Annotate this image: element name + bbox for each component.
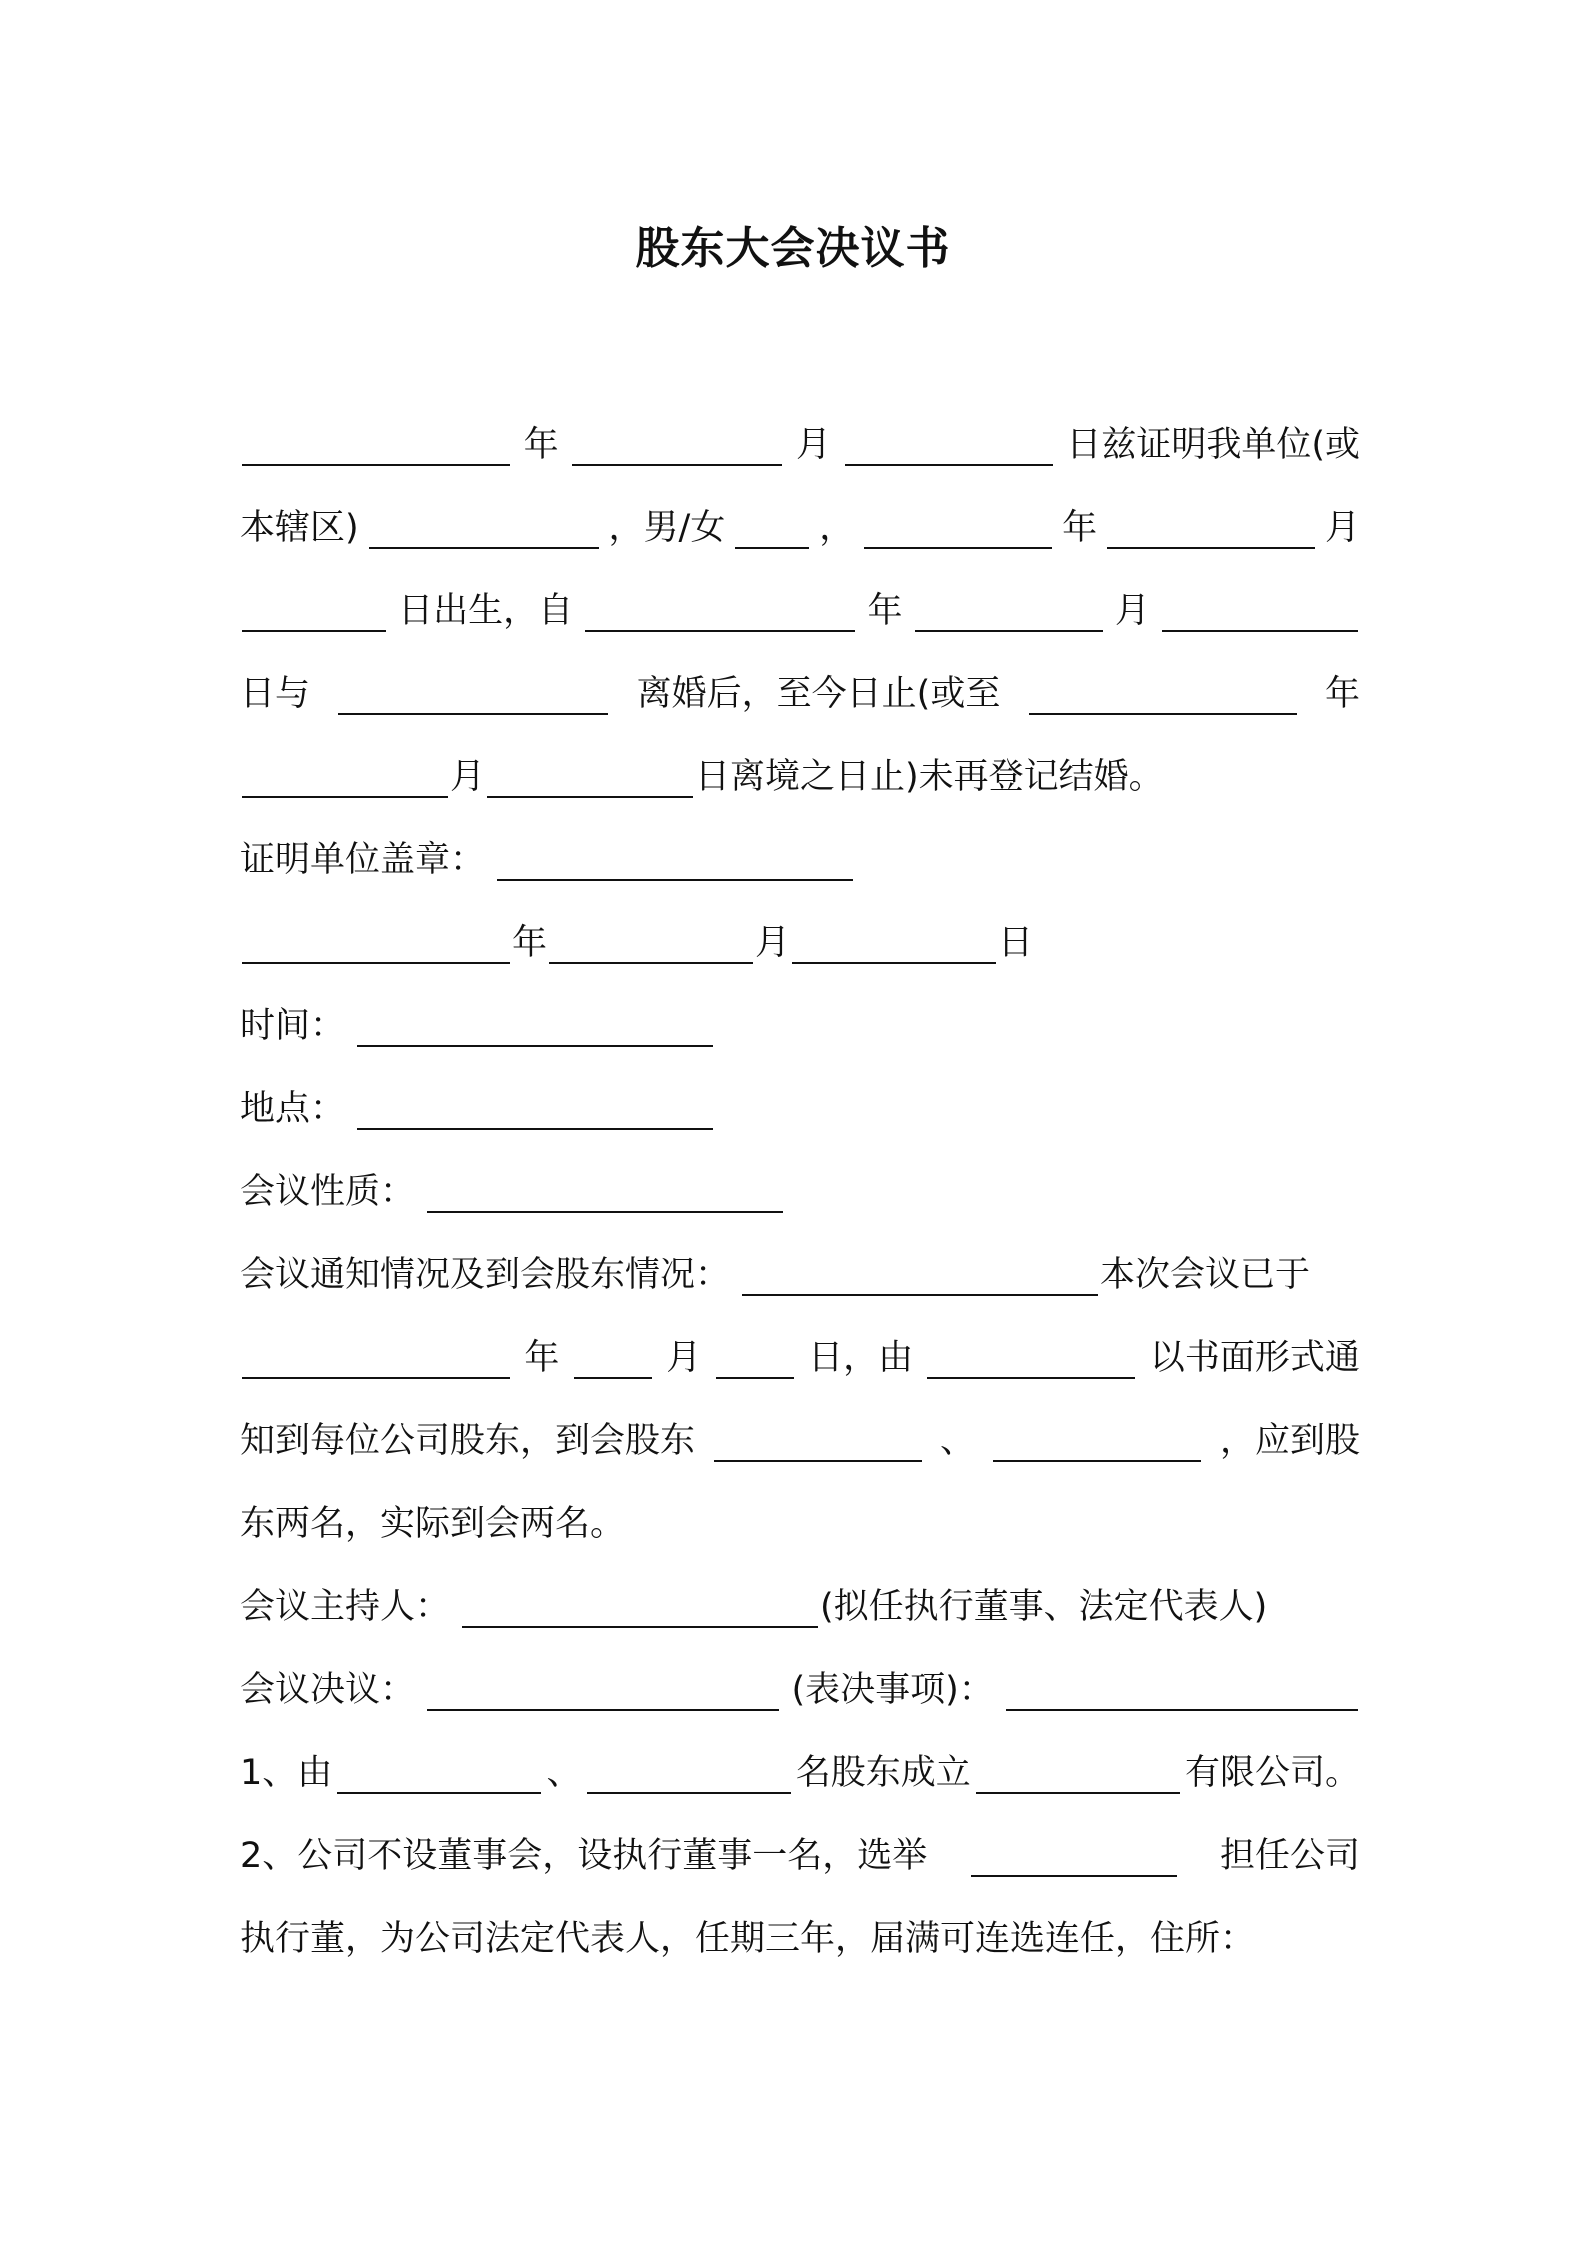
fill-in-blank — [792, 932, 996, 964]
text-segment: 月 — [1114, 591, 1150, 631]
fill-in-blank — [714, 1430, 922, 1462]
fill-in-blank — [242, 766, 448, 798]
text-segment: 月 — [795, 425, 831, 465]
body-line — [240, 1151, 1360, 1234]
text-segment: 会议决议： — [240, 1670, 416, 1710]
fill-in-blank — [337, 1762, 541, 1794]
fill-in-blank — [357, 1015, 713, 1047]
text-segment: 月 — [666, 1338, 702, 1378]
body-line — [240, 902, 1360, 985]
text-segment: (拟任执行董事、法定代表人) — [820, 1587, 1268, 1627]
body-line — [240, 1732, 1360, 1815]
body-line — [240, 1566, 1360, 1649]
text-segment: 2、公司不设董事会，设执行董事一名，选举 — [240, 1836, 928, 1876]
fill-in-blank — [462, 1596, 818, 1628]
fill-in-blank — [497, 849, 853, 881]
text-segment: 年 — [1062, 508, 1098, 548]
body-line — [240, 819, 1360, 902]
body-line — [240, 1068, 1360, 1151]
text-segment: 年 — [512, 923, 548, 963]
fill-in-blank — [864, 517, 1052, 549]
fill-in-blank — [427, 1181, 783, 1213]
fill-in-blank — [742, 1264, 1098, 1296]
text-segment: ，男/女 — [608, 508, 726, 548]
text-segment: 以书面形式通 — [1149, 1338, 1360, 1378]
fill-in-blank — [242, 932, 510, 964]
fill-in-blank — [242, 1347, 510, 1379]
fill-in-blank — [716, 1347, 794, 1379]
body-line — [240, 1400, 1360, 1483]
body-line — [240, 1649, 1360, 1732]
fill-in-blank — [1006, 1679, 1358, 1711]
text-segment: 年 — [523, 425, 559, 465]
fill-in-blank — [574, 1347, 652, 1379]
fill-in-blank — [338, 683, 608, 715]
fill-in-blank — [1107, 517, 1315, 549]
fill-in-blank — [927, 1347, 1135, 1379]
text-segment: 东两名，实际到会两名。 — [240, 1504, 626, 1544]
text-segment: 地点： — [240, 1089, 346, 1129]
fill-in-blank — [976, 1762, 1180, 1794]
document-body — [240, 404, 1360, 1981]
text-segment: 会议主持人： — [240, 1587, 451, 1627]
body-line — [240, 736, 1360, 819]
fill-in-blank — [587, 1762, 791, 1794]
text-segment: 执行董，为公司法定代表人，任期三年，届满可连选连任，住所： — [240, 1919, 1256, 1959]
text-segment: 担任公司 — [1219, 1836, 1360, 1876]
text-segment: 年 — [867, 591, 903, 631]
body-line — [240, 487, 1360, 570]
body-line — [240, 404, 1360, 487]
text-segment: 日与 — [240, 674, 311, 714]
fill-in-blank — [242, 600, 386, 632]
text-segment: 时间： — [240, 1006, 346, 1046]
text-segment: 年 — [524, 1338, 560, 1378]
text-segment: 月 — [450, 757, 486, 797]
text-segment: 离婚后，至今日止(或至 — [636, 674, 1001, 714]
fill-in-blank — [915, 600, 1103, 632]
fill-in-blank — [487, 766, 693, 798]
text-segment: 有限公司。 — [1184, 1753, 1360, 1793]
text-segment: 会议通知情况及到会股东情况： — [240, 1255, 731, 1295]
text-segment: 证明单位盖章： — [240, 840, 486, 880]
text-segment: 本辖区) — [240, 508, 359, 548]
body-line — [240, 1317, 1360, 1400]
body-line — [240, 1815, 1360, 1898]
fill-in-blank — [993, 1430, 1201, 1462]
text-segment: 日 — [998, 923, 1034, 963]
body-line — [240, 1234, 1360, 1317]
text-segment: 名股东成立 — [795, 1753, 971, 1793]
text-segment: 、 — [939, 1421, 975, 1461]
body-line — [240, 1898, 1360, 1981]
fill-in-blank — [357, 1098, 713, 1130]
text-segment: 日，由 — [808, 1338, 914, 1378]
body-line — [240, 985, 1360, 1068]
fill-in-blank — [242, 434, 510, 466]
fill-in-blank — [369, 517, 599, 549]
fill-in-blank — [549, 932, 753, 964]
text-segment: 、 — [546, 1753, 582, 1793]
body-line — [240, 1483, 1360, 1566]
text-segment: 月 — [1324, 508, 1360, 548]
body-line — [240, 653, 1360, 736]
text-segment: 本次会议已于 — [1100, 1255, 1311, 1295]
fill-in-blank — [845, 434, 1053, 466]
text-segment: 月 — [755, 923, 791, 963]
fill-in-blank — [1162, 600, 1358, 632]
fill-in-blank — [971, 1845, 1177, 1877]
text-segment: 日出生，自 — [398, 591, 574, 631]
text-segment: 会议性质： — [240, 1172, 416, 1212]
text-segment: ， — [819, 508, 855, 548]
fill-in-blank — [427, 1679, 779, 1711]
text-segment: 日离境之日止)未再登记结婚。 — [695, 757, 1164, 797]
fill-in-blank — [585, 600, 855, 632]
fill-in-blank — [1029, 683, 1297, 715]
text-segment: 知到每位公司股东，到会股东 — [240, 1421, 696, 1461]
text-segment: 1、由 — [240, 1753, 333, 1793]
body-line — [240, 570, 1360, 653]
fill-in-blank — [735, 517, 809, 549]
text-segment: ，应到股 — [1219, 1421, 1360, 1461]
text-segment: (表决事项)： — [791, 1670, 994, 1710]
fill-in-blank — [572, 434, 782, 466]
text-segment: 日兹证明我单位(或 — [1066, 425, 1360, 465]
document-title: 股东大会决议书 — [635, 223, 951, 274]
text-segment: 年 — [1324, 674, 1360, 714]
